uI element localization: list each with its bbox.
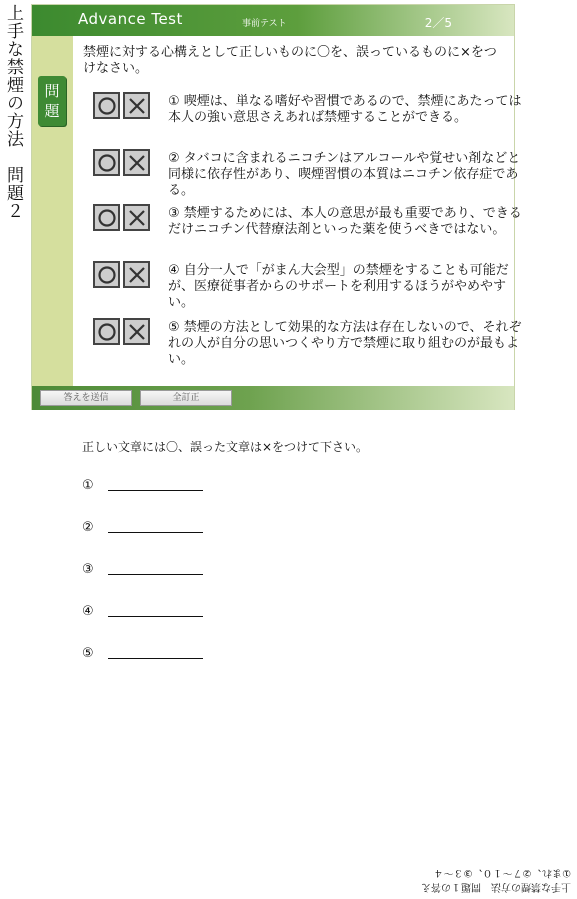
- answer-blank[interactable]: [108, 658, 203, 659]
- advance-test-panel: [31, 4, 522, 410]
- answer-blank[interactable]: [108, 616, 203, 617]
- question-badge: [38, 76, 66, 126]
- badge-char-2: 題: [44, 102, 60, 120]
- circle-button[interactable]: [93, 149, 120, 176]
- cross-button[interactable]: [123, 204, 150, 231]
- cross-button[interactable]: [123, 318, 150, 345]
- circle-button[interactable]: [93, 318, 120, 345]
- panel-subtitle: 事前テスト: [242, 19, 287, 29]
- circle-button[interactable]: [93, 261, 120, 288]
- question-item-5: [93, 318, 522, 370]
- question-content: [73, 36, 522, 386]
- answer-blank[interactable]: [108, 574, 203, 575]
- mark-buttons: [93, 92, 151, 122]
- answer-blank[interactable]: [108, 532, 203, 533]
- answer-key: [391, 865, 571, 893]
- mark-buttons: [93, 149, 151, 179]
- cross-button[interactable]: [123, 92, 150, 119]
- item-number: ②: [168, 151, 180, 166]
- answer-blank[interactable]: [108, 490, 203, 491]
- item-text: [168, 94, 528, 126]
- item-number: ③: [168, 206, 180, 221]
- panel-title: Advance Test: [78, 10, 183, 28]
- circle-button[interactable]: [93, 92, 120, 119]
- answer-number: ④: [82, 604, 94, 619]
- item-body: 禁煙するためには、本人の意思が最も重要であり、できるだけニコチン代替療法剤といった薬を使うべきではない。: [168, 206, 522, 237]
- answer-key-values: ①まれ、②７～１０、③３～４: [433, 867, 571, 878]
- answer-row-2: [82, 520, 222, 540]
- cross-icon: [127, 208, 147, 228]
- circle-icon: [97, 322, 117, 342]
- item-number: ①: [168, 94, 180, 109]
- cross-icon: [127, 322, 147, 342]
- answer-row-5: [82, 646, 222, 666]
- circle-icon: [97, 96, 117, 116]
- submit-answer-button[interactable]: 答えを送信: [40, 390, 132, 406]
- mark-buttons: [93, 318, 151, 348]
- item-text: [168, 263, 528, 311]
- cross-button[interactable]: [123, 261, 150, 288]
- circle-icon: [97, 265, 117, 285]
- left-strip: [32, 36, 73, 386]
- question-item-2: [93, 149, 521, 201]
- question-item-1: [93, 92, 522, 144]
- mark-buttons: [93, 261, 151, 291]
- item-body: 自分一人で「がまん大会型」の禁煙をすることも可能だが、医療従事者からのサポートを利用するほうがやめやすい。: [168, 263, 509, 310]
- page-indicator: 2／5: [424, 16, 452, 30]
- answer-row-3: [82, 562, 222, 582]
- circle-icon: [97, 153, 117, 173]
- item-text: [168, 320, 528, 368]
- mark-buttons: [93, 204, 151, 234]
- panel-footer: [32, 386, 514, 410]
- answer-row-1: [82, 478, 222, 498]
- circle-icon: [97, 208, 117, 228]
- answer-number: ②: [82, 520, 94, 535]
- correct-all-button[interactable]: 全訂正: [140, 390, 232, 406]
- item-number: ④: [168, 263, 180, 278]
- item-body: タバコに含まれるニコチンはアルコールや覚せい剤などと同様に依存性があり、喫煙習慣の本質はニコチン依存症である。: [168, 151, 521, 198]
- question-text: 禁煙に対する心構えとして正しいものに〇を、誤っているものに×をつけなさい。: [83, 45, 497, 76]
- answer-row-4: [82, 604, 222, 624]
- cross-icon: [127, 265, 147, 285]
- question-item-4: [93, 261, 508, 313]
- side-title: 上手な禁煙の方法 問題２: [3, 4, 23, 220]
- answer-number: ③: [82, 562, 94, 577]
- worksheet-instruction: 正しい文章には〇、誤った文章は×をつけて下さい。: [82, 440, 369, 454]
- cross-button[interactable]: [123, 149, 150, 176]
- cross-icon: [127, 153, 147, 173]
- cross-icon: [127, 96, 147, 116]
- badge-char-1: 問: [44, 82, 60, 100]
- question-item-3: [93, 204, 522, 256]
- item-text: [168, 206, 528, 238]
- circle-button[interactable]: [93, 204, 120, 231]
- answer-number: ⑤: [82, 646, 94, 661]
- item-body: 喫煙は、単なる嗜好や習慣であるので、禁煙にあたっては本人の強い意思さえあれば禁煙することができる。: [168, 94, 522, 125]
- answer-number: ①: [82, 478, 94, 493]
- item-body: 禁煙の方法として効果的な方法は存在しないので、それぞれの人が自分の思いつくやり方で禁煙に取り組むのが最もよい。: [168, 320, 522, 367]
- item-text: [168, 151, 528, 199]
- answer-key-title: 上手な禁煙の方法 問題１の答え: [421, 881, 571, 892]
- panel-header: [32, 5, 514, 36]
- item-number: ⑤: [168, 320, 180, 335]
